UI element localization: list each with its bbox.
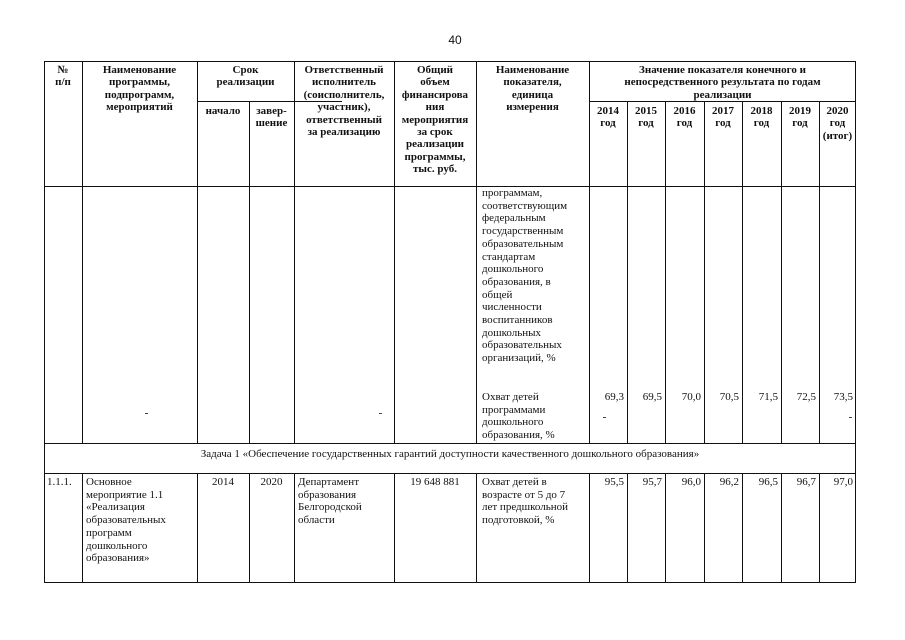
task-bottom-line [44, 473, 856, 474]
header-year: 2018 год [750, 105, 773, 130]
value-cell: 69,3 [604, 391, 624, 403]
indicator-preschool-coverage: Охват детей программами дошкольного образования, % [482, 391, 555, 442]
task-top-line [44, 443, 856, 444]
header-year: 2017 год [712, 105, 734, 130]
row-start-year: 2014 [212, 476, 234, 488]
value-cell: 96,7 [796, 476, 816, 488]
value-cell: 72,5 [796, 391, 816, 403]
value-cell: 96,2 [719, 476, 739, 488]
page-number: 40 [448, 33, 462, 47]
row-indicator: Охват детей в возрасте от 5 до 7 лет предшкольной подготовкой, % [482, 476, 569, 527]
header-bottom-line [44, 186, 856, 187]
header-executor: Ответственный исполнитель (соисполнитель, участник), ответственный за реализацию [303, 64, 385, 139]
header-funding: Общий объем финансирова ния мероприятия за срок реализации программы, тыс. руб. [401, 64, 469, 176]
row-executor: Департамент образования Белгородской области [298, 476, 362, 527]
row-name: Основное мероприятие 1.1 «Реализация образовательных программ дошкольного образования» [86, 476, 166, 565]
header-year: 2014 год [597, 105, 619, 130]
header-term: Срок реализации [216, 64, 275, 89]
value-cell: 70,0 [681, 391, 701, 403]
scan-speck [145, 413, 148, 414]
value-cell: 96,5 [758, 476, 778, 488]
scan-speck [379, 413, 382, 414]
header-num: № п/п [55, 64, 71, 89]
value-cell: 69,5 [642, 391, 662, 403]
header-year: 2020 год (итог) [822, 105, 853, 142]
value-cell: 95,5 [604, 476, 624, 488]
header-year: 2016 год [673, 105, 696, 130]
header-term-start: начало [205, 105, 241, 117]
header-term-end: завер- шение [255, 105, 288, 130]
value-cell: 96,0 [681, 476, 701, 488]
header-indicator: Наименование показателя, единица измерения [495, 64, 570, 114]
table-border-top [44, 61, 856, 62]
header-year: 2015 год [635, 105, 657, 130]
row-end-year: 2020 [260, 476, 283, 488]
value-cell: 70,5 [719, 391, 739, 403]
scan-speck [849, 417, 852, 418]
header-values-title: Значение показателя конечного и непосредственного результата по годам реализации [624, 64, 821, 101]
program-table [44, 61, 856, 583]
header-name: Наименование программы, подпрограмм, мероприятий [102, 64, 177, 114]
scan-speck [603, 417, 606, 418]
value-cell: 95,7 [642, 476, 662, 488]
header-year: 2019 год [789, 105, 811, 130]
table-border-left [44, 61, 45, 583]
value-cell: 71,5 [758, 391, 778, 403]
row-number: 1.1.1. [47, 476, 72, 488]
value-cell: 73,5 [833, 391, 853, 403]
value-cell: 97,0 [833, 476, 853, 488]
table-border-bottom [44, 582, 856, 583]
row-funding: 19 648 881 [410, 476, 460, 488]
indicator-continued-text: программам, соответствующим федеральным государственным образовательным стандартам дошкольного образования, в общей численности воспитанников дошкольных образовательных организаций, % [482, 187, 568, 365]
task-row-title: Задача 1 «Обеспечение государственных гарантий доступности качественного дошкольного образования» [200, 448, 700, 460]
